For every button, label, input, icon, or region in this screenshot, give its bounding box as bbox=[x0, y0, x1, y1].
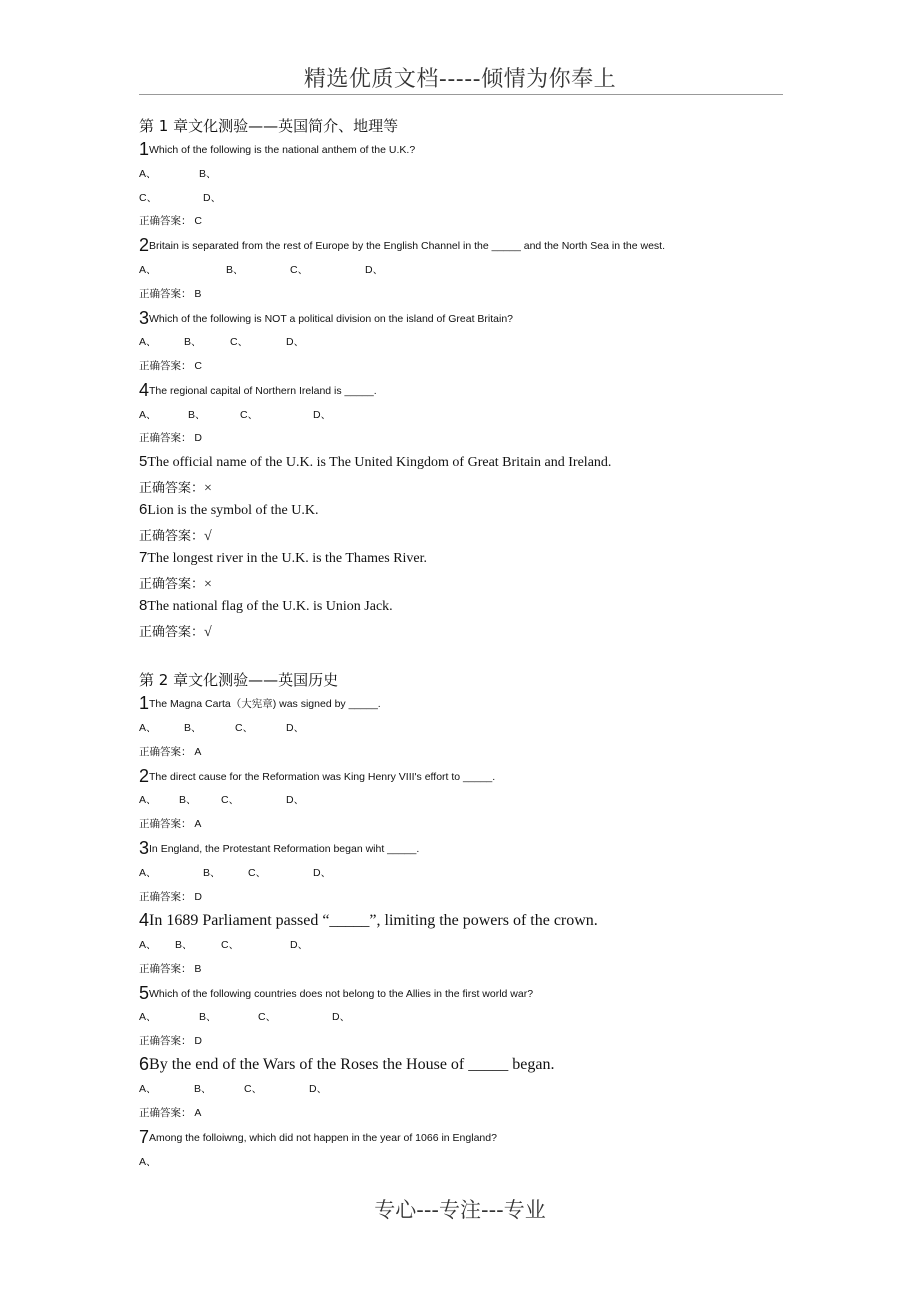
option-a[interactable]: A、 bbox=[139, 1011, 157, 1023]
question-s2-q4 bbox=[139, 910, 598, 931]
answer-s1-q8 bbox=[139, 621, 212, 641]
question-text: The direct cause for the Reformation was King Henry VIII's effort to _____. bbox=[149, 771, 496, 783]
option-b[interactable]: B、 bbox=[184, 722, 202, 734]
answer-s1-q1 bbox=[139, 213, 202, 228]
answer-value: D bbox=[194, 1035, 203, 1047]
question-s2-q2 bbox=[139, 766, 495, 787]
option-d[interactable]: D、 bbox=[203, 192, 222, 204]
option-b[interactable]: B、 bbox=[175, 939, 193, 951]
question-number: 4 bbox=[139, 910, 150, 930]
answer-s2-q5 bbox=[139, 1033, 202, 1048]
option-c[interactable]: C、 bbox=[290, 264, 309, 276]
answer-value: C bbox=[194, 215, 203, 227]
answer-value: D bbox=[194, 891, 203, 903]
question-number: 3 bbox=[139, 838, 150, 858]
question-number: 8 bbox=[139, 597, 148, 614]
option-d[interactable]: D、 bbox=[286, 794, 305, 806]
option-b[interactable]: B、 bbox=[179, 794, 197, 806]
option-a[interactable]: A、 bbox=[139, 409, 157, 421]
option-a[interactable]: A、 bbox=[139, 1083, 157, 1095]
answer-value: B bbox=[194, 963, 202, 975]
answer-s1-q4 bbox=[139, 430, 202, 445]
option-c[interactable]: C、 bbox=[244, 1083, 263, 1095]
answer-s1-q3 bbox=[139, 358, 202, 373]
answer-value: A bbox=[194, 746, 202, 758]
option-c[interactable]: C、 bbox=[248, 867, 267, 879]
option-b[interactable]: B、 bbox=[203, 867, 221, 879]
answer-value: √ bbox=[204, 529, 212, 544]
option-c[interactable]: C、 bbox=[221, 939, 240, 951]
answer-s1-q2 bbox=[139, 286, 201, 301]
option-b[interactable]: B、 bbox=[226, 264, 244, 276]
answer-s2-q1 bbox=[139, 744, 201, 759]
answer-value: A bbox=[194, 1107, 202, 1119]
answer-value: A bbox=[194, 818, 202, 830]
question-text: The longest river in the U.K. is the Thames River. bbox=[147, 551, 428, 566]
answer-s2-q2 bbox=[139, 816, 201, 831]
question-text: The Magna Carta（大宪章) was signed by _____. bbox=[149, 698, 381, 710]
question-number: 6 bbox=[139, 501, 148, 518]
option-d[interactable]: D、 bbox=[313, 867, 332, 879]
section-1-title: 第 1 章文化测验——英国简介、地理等 bbox=[139, 117, 399, 135]
answer-s1-q5 bbox=[139, 477, 212, 497]
option-b[interactable]: B、 bbox=[188, 409, 206, 421]
question-number: 1 bbox=[139, 139, 150, 159]
option-b[interactable]: B、 bbox=[194, 1083, 212, 1095]
question-s1-q1 bbox=[139, 139, 415, 160]
question-s2-q6 bbox=[139, 1054, 554, 1075]
page-header-title: 精选优质文档-----倾情为你奉上 bbox=[303, 67, 617, 92]
option-c[interactable]: C、 bbox=[139, 192, 158, 204]
question-number: 2 bbox=[139, 766, 150, 786]
page-footer-text: 专心---专注---专业 bbox=[374, 1198, 546, 1222]
question-s1-q5 bbox=[139, 453, 611, 471]
question-text: The regional capital of Northern Ireland is _____. bbox=[149, 385, 377, 397]
question-s1-q6 bbox=[139, 501, 318, 519]
option-a[interactable]: A、 bbox=[139, 336, 157, 348]
answer-label: 正确答案： bbox=[139, 577, 205, 592]
question-number: 7 bbox=[139, 549, 148, 566]
question-s2-q5 bbox=[139, 983, 533, 1004]
question-number: 5 bbox=[139, 983, 150, 1003]
option-b[interactable]: B、 bbox=[199, 168, 217, 180]
answer-s2-q6 bbox=[139, 1105, 201, 1120]
answer-label: 正确答案： bbox=[139, 963, 192, 975]
question-s2-q1 bbox=[139, 693, 381, 714]
question-number: 2 bbox=[139, 235, 150, 255]
answer-s1-q7 bbox=[139, 573, 212, 593]
option-a[interactable]: A、 bbox=[139, 722, 157, 734]
question-number: 4 bbox=[139, 380, 150, 400]
question-s1-q4 bbox=[139, 380, 377, 401]
question-text: Lion is the symbol of the U.K. bbox=[147, 503, 319, 518]
question-s1-q7 bbox=[139, 549, 427, 567]
answer-value: √ bbox=[204, 625, 212, 640]
option-d[interactable]: D、 bbox=[290, 939, 309, 951]
option-d[interactable]: D、 bbox=[286, 336, 305, 348]
question-number: 7 bbox=[139, 1127, 150, 1147]
option-c[interactable]: C、 bbox=[240, 409, 259, 421]
question-text: Britain is separated from the rest of Europe by the English Channel in the _____ and the North Sea in the west. bbox=[149, 240, 665, 252]
answer-label: 正确答案： bbox=[139, 432, 192, 444]
answer-s1-q6 bbox=[139, 525, 212, 545]
option-d[interactable]: D、 bbox=[313, 409, 332, 421]
answer-value: D bbox=[194, 432, 203, 444]
question-s1-q3 bbox=[139, 308, 513, 329]
header-divider bbox=[139, 94, 783, 95]
option-d[interactable]: D、 bbox=[309, 1083, 328, 1095]
question-number: 1 bbox=[139, 693, 150, 713]
answer-label: 正确答案： bbox=[139, 746, 192, 758]
answer-value: × bbox=[204, 481, 212, 496]
option-b[interactable]: B、 bbox=[184, 336, 202, 348]
option-b[interactable]: B、 bbox=[199, 1011, 217, 1023]
option-c[interactable]: C、 bbox=[230, 336, 249, 348]
question-number: 6 bbox=[139, 1054, 150, 1074]
option-d[interactable]: D、 bbox=[332, 1011, 351, 1023]
answer-label: 正确答案： bbox=[139, 1035, 192, 1047]
option-a[interactable]: A、 bbox=[139, 264, 157, 276]
question-text: Among the folloiwng, which did not happen in the year of 1066 in England? bbox=[149, 1132, 497, 1144]
answer-label: 正确答案： bbox=[139, 891, 192, 903]
question-text: In 1689 Parliament passed “_____”, limiting the powers of the crown. bbox=[149, 912, 598, 929]
answer-s2-q4 bbox=[139, 961, 201, 976]
answer-label: 正确答案： bbox=[139, 360, 192, 372]
option-a[interactable]: A、 bbox=[139, 1156, 157, 1168]
answer-label: 正确答案： bbox=[139, 625, 205, 640]
question-text: Which of the following is the national anthem of the U.K.? bbox=[149, 144, 416, 156]
question-s1-q8 bbox=[139, 597, 393, 615]
answer-label: 正确答案： bbox=[139, 215, 192, 227]
question-number: 3 bbox=[139, 308, 150, 328]
option-d[interactable]: D、 bbox=[365, 264, 384, 276]
option-a[interactable]: A、 bbox=[139, 168, 157, 180]
question-number: 5 bbox=[139, 453, 148, 470]
option-d[interactable]: D、 bbox=[286, 722, 305, 734]
answer-value: C bbox=[194, 360, 203, 372]
question-text: The national flag of the U.K. is Union Jack. bbox=[147, 599, 393, 614]
answer-label: 正确答案： bbox=[139, 818, 192, 830]
question-text: Which of the following countries does not belong to the Allies in the first world war? bbox=[149, 988, 534, 1000]
answer-label: 正确答案： bbox=[139, 481, 205, 496]
question-s2-q7 bbox=[139, 1127, 497, 1148]
option-a[interactable]: A、 bbox=[139, 867, 157, 879]
question-text: The official name of the U.K. is The United Kingdom of Great Britain and Ireland. bbox=[147, 455, 612, 470]
answer-s2-q3 bbox=[139, 889, 202, 904]
question-s1-q2 bbox=[139, 235, 665, 256]
answer-label: 正确答案： bbox=[139, 529, 205, 544]
question-text: Which of the following is NOT a political division on the island of Great Britain? bbox=[149, 313, 513, 325]
question-text: In England, the Protestant Reformation began wiht _____. bbox=[149, 843, 420, 855]
answer-label: 正确答案： bbox=[139, 1107, 192, 1119]
option-c[interactable]: C、 bbox=[221, 794, 240, 806]
question-s2-q3 bbox=[139, 838, 419, 859]
question-text: By the end of the Wars of the Roses the House of _____ began. bbox=[149, 1056, 555, 1073]
option-c[interactable]: C、 bbox=[235, 722, 254, 734]
option-a[interactable]: A、 bbox=[139, 939, 157, 951]
answer-value: × bbox=[204, 577, 212, 592]
answer-label: 正确答案： bbox=[139, 288, 192, 300]
answer-value: B bbox=[194, 288, 202, 300]
option-a[interactable]: A、 bbox=[139, 794, 157, 806]
section-2-title: 第 2 章文化测验——英国历史 bbox=[139, 671, 339, 689]
option-c[interactable]: C、 bbox=[258, 1011, 277, 1023]
